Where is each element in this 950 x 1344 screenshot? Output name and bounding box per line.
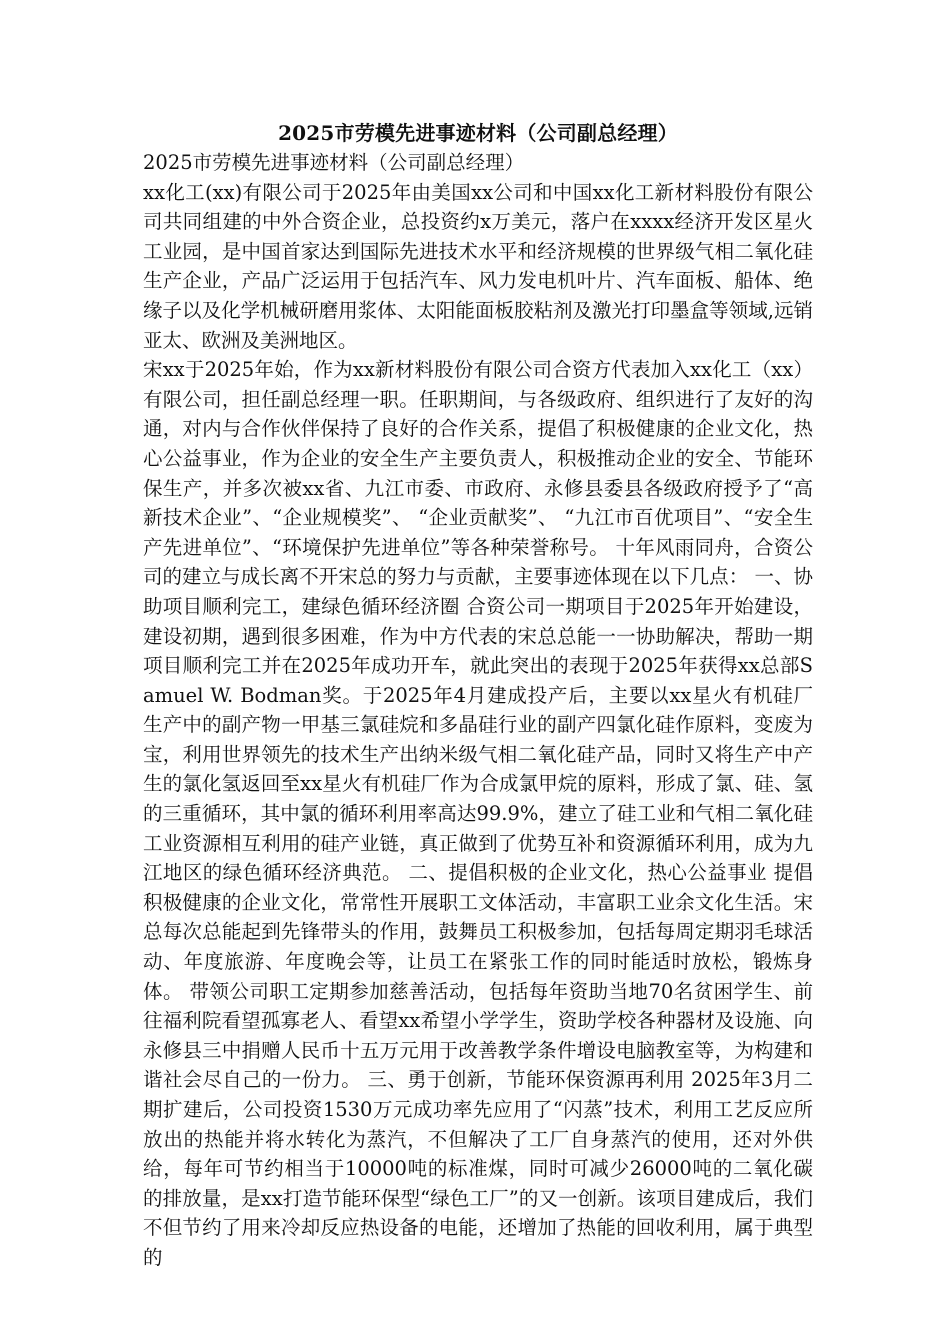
document-page (143, 118, 813, 1273)
paragraph-company-intro: xx化工(xx)有限公司于2025年由美国xx公司和中国xx化工新材料股份有限公司共同组建的中外合资企业，总投资约x万美元，落户在xxxx经济开发区星火工业园，是中国首家达到国际先进技术水平和经济规模的世界级气相二氧化硅生产企业，产品广泛运用于包括汽车、风力发电机叶片、汽车面板、船体、绝缘子以及化学机械研磨用浆体、太阳能面板胶粘剂及激光打印墨盒等领域,远销亚太、欧洲及美洲地区。 (143, 180, 813, 352)
paragraph-deeds: 宋xx于2025年始，作为xx新材料股份有限公司合资方代表加入xx化工（xx）有限公司，担任副总经理一职。任职期间，与各级政府、组织进行了友好的沟通，对内与合作伙伴保持了良好的合作关系，提倡了积极健康的企业文化，热心公益事业，作为企业的安全生产主要负责人，积极推动企业的安全、节能环保生产，并多次被xx省、九江市委、市政府、永修县委县各级政府授予了“高新技术企业”、“企业规模奖”、 “企业贡献奖”、 “九江市百优项目”、“安全生产先进单位”、“环境保护先进单位”等各种荣誉称号。 十年风雨同舟，合资公司的建立与成长离不开宋总的努力与贡献，主要事迹体现在以下几点： 一、协助项目顺利完工，建绿色循环经济圈 合资公司一期项目于2025年开始建设，建设初期，遇到很多困难，作为中方代表的宋总总能一一协助解决，帮助一期项目顺利完工并在2025年成功开车，就此突出的表现于2025年获得xx总部Samuel W. Bodman奖。于2025年4月建成投产后，主要以xx星火有机硅厂生产中的副产物一甲基三氯硅烷和多晶硅行业的副产四氯化硅作原料，变废为宝，利用世界领先的技术生产出纳米级气相二氧化硅产品，同时又将生产中产生的氯化氢返回至xx星火有机硅厂作为合成氯甲烷的原料，形成了氯、硅、氢的三重循环，其中氯的循环利用率高达99.9%，建立了硅工业和气相二氧化硅工业资源相互利用的硅产业链，真正做到了优势互补和资源循环利用，成为九江地区的绿色循环经济典范。 二、提倡积极的企业文化，热心公益事业 提倡积极健康的企业文化，常常性开展职工文体活动，丰富职工业余文化生活。宋总每次总能起到先锋带头的作用，鼓舞员工积极参加，包括每周定期羽毛球活动、年度旅游、年度晚会等，让员工在紧张工作的同时能适时放松，锻炼身体。 带领公司职工定期参加慈善活动，包括每年资助当地70名贫困学生、前往福利院看望孤寡老人、看望xx希望小学学生，资助学校各种器材及设施、向永修县三中捐赠人民币十五万元用于改善教学条件增设电脑教室等，为构建和谐社会尽自己的一份力。 三、勇于创新，节能环保资源再利用 2025年3月二期扩建后，公司投资1530万元成功率先应用了“闪蒸”技术，利用工艺反应所放出的热能并将水转化为蒸汽，不但解决了工厂自身蒸汽的使用，还对外供给，每年可节约相当于10000吨的标准煤，同时可减少26000吨的二氧化碳的排放量，是xx打造节能环保型“绿色工厂”的又一创新。该项目建成后，我们不但节约了用来冷却反应热设备的电能，还增加了热能的回收利用，属于典型的 (143, 358, 813, 1269)
document-title: 2025市劳模先进事迹材料（公司副总经理） (278, 121, 678, 145)
document-subtitle-line: 2025市劳模先进事迹材料（公司副总经理） (143, 151, 525, 174)
